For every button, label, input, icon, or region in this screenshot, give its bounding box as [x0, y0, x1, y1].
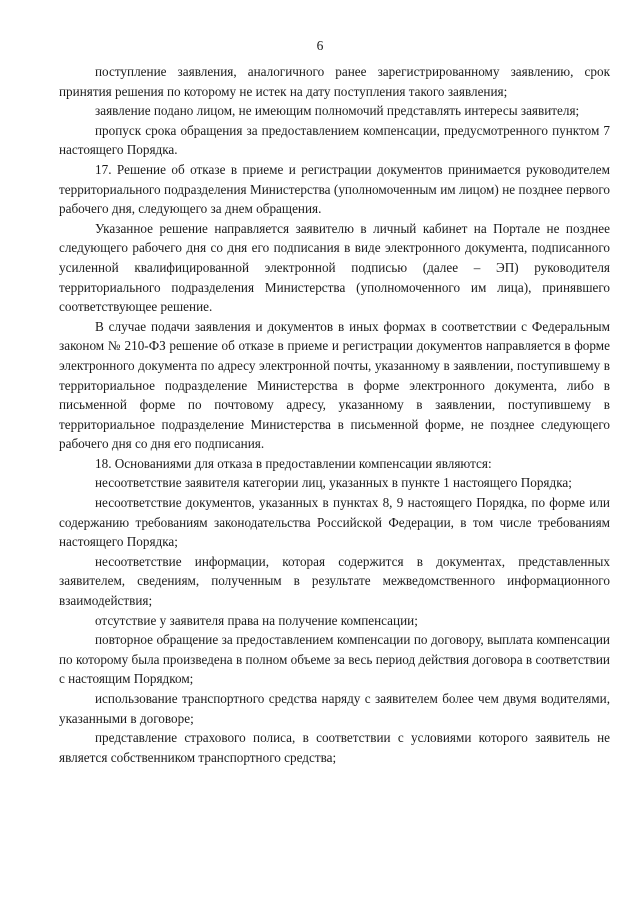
- paragraph-clause-17: 17. Решение об отказе в приеме и регистрации документов принимается руководителем территориального подразделения Министерства (уполномоченным им лицом) не позднее первого рабочего дня, следующего за днем обращения.: [59, 161, 610, 217]
- paragraph-documents-mismatch: несоответствие документов, указанных в пунктах 8, 9 настоящего Порядка, по форме или содержанию требованиям законодательства Российской Федерации, в том числе требованиям настоящего Порядка;: [59, 495, 610, 550]
- paragraph-no-authority: заявление подано лицом, не имеющим полномочий представлять интересы заявителя;: [95, 103, 580, 119]
- paragraph-missed-deadline: пропуск срока обращения за предоставлением компенсации, предусмотренного пунктом 7 настоящего Порядка.: [59, 122, 610, 158]
- paragraph-information-mismatch: несоответствие информации, которая содержится в документах, представленных заявителем, сведениям, полученным в результате межведомственного информационного взаимодействия;: [59, 553, 610, 609]
- paragraph-other-forms: В случае подачи заявления и документов в иных формах в соответствии с Федеральным законом № 210-ФЗ решение об отказе в приеме и регистрации документов направляется в форме электронного документа по адресу электронной почты, указанному в заявлении, поступившему в территориальное подразделение Министерства в форме электронного документа, либо в письменной форме по почтовому адресу, указанному в заявлении, поступившему в территориальное подразделение Министерства в письменной форме, не позднее следующего рабочего дня со дня его подписания.: [59, 318, 610, 452]
- paragraph-duplicate-application: поступление заявления, аналогичного ранее зарегистрированному заявлению, срок принятия решения по которому не истек на дату поступления такого заявления;: [59, 64, 610, 99]
- page-number: 6: [316, 38, 324, 53]
- paragraph-decision-delivery: Указанное решение направляется заявителю в личный кабинет на Портале не позднее следующего рабочего дня со дня его подписания в виде электронного документа, подписанного усиленной квалифицированной электронной подписью (далее – ЭП) руководителя территориального подразделения Министерства (уполномоченного им лица), принявшего соответствующее решение.: [59, 220, 610, 315]
- paragraph-not-owner: представление страхового полиса, в соответствии с условиями которого заявитель не является собственником транспортного средства;: [59, 730, 610, 765]
- paragraph-repeat-request: повторное обращение за предоставлением компенсации по договору, выплата компенсации по которому была произведена в полном объеме за весь период действия договора в соответствии с настоящим Порядком;: [59, 632, 610, 687]
- paragraph-category-mismatch: несоответствие заявителя категории лиц, указанных в пункте 1 настоящего Порядка;: [95, 475, 572, 491]
- paragraph-drivers-count: использование транспортного средства наряду с заявителем более чем двумя водителями, указанными в договоре;: [59, 691, 610, 726]
- paragraph-no-right: отсутствие у заявителя права на получение компенсации;: [95, 612, 418, 628]
- paragraph-clause-18: 18. Основаниями для отказа в предоставлении компенсации являются:: [95, 455, 492, 471]
- document-body: [59, 62, 610, 767]
